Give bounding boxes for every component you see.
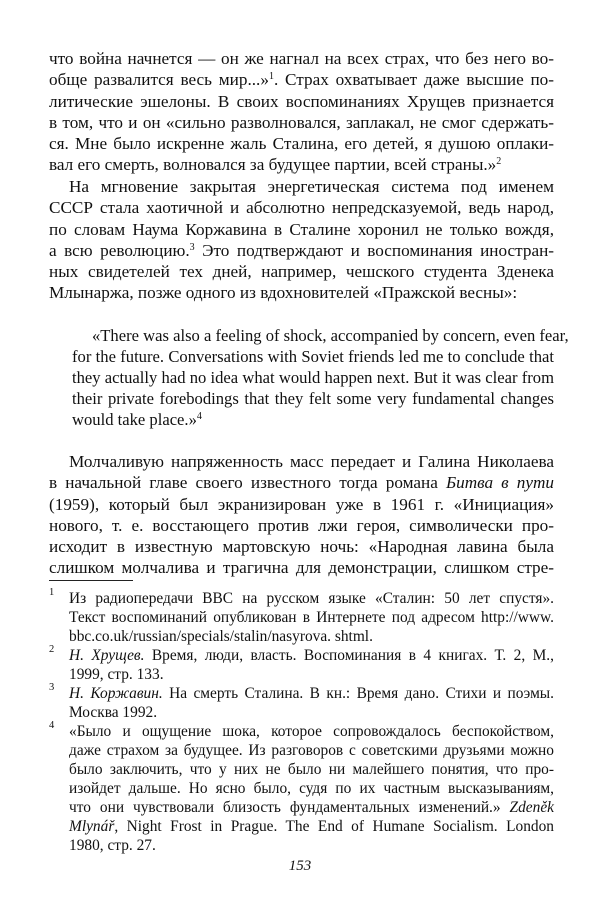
text-run: слишком молчалива и трагична для демонстрации, слишком стре- xyxy=(49,558,554,578)
text-line xyxy=(49,494,554,515)
text-run: Mlynář xyxy=(69,818,115,835)
text-line xyxy=(69,627,554,646)
text-line xyxy=(49,557,554,578)
footnote-3 xyxy=(49,684,554,722)
text-run: литические эшелоны. В своих воспоминаниях Хрущев признается xyxy=(49,91,554,111)
text-run: нового, т. е. восстающего против лжи героя, символически про- xyxy=(49,515,554,535)
text-run: На смерть Сталина. В кн.: Время дано. Стихи и поэмы. xyxy=(162,685,554,702)
text-line xyxy=(49,451,554,472)
text-line xyxy=(49,472,554,493)
text-run: , Night Frost in Prague. The End of Humane Socialism. London xyxy=(114,818,554,835)
text-line xyxy=(69,646,554,665)
text-run: а всю революцию. xyxy=(49,240,190,260)
text-line xyxy=(69,722,554,741)
text-run: they actually had no idea what would happen next. But it was clear from xyxy=(72,368,554,388)
text-run: Битва в пути xyxy=(445,473,554,493)
text-run: Молчаливую напряженность масс передает и Галина Николаева xyxy=(69,452,554,471)
text-line xyxy=(49,261,554,282)
footnote-ref: 2 xyxy=(496,156,502,168)
text-run: 1980, стр. 27. xyxy=(69,837,156,854)
footnote-2 xyxy=(49,646,554,684)
text-line xyxy=(69,779,554,798)
text-line xyxy=(69,836,554,855)
text-run: Время, люди, власть. Воспоминания в 4 книгах. Т. 2, М., xyxy=(144,647,554,664)
text-run: изойдет дальше. Но ясно было, судя по их частным высказываниям, xyxy=(69,780,554,797)
text-run: . Страх охватывает даже высшие по- xyxy=(273,70,554,90)
text-line xyxy=(69,608,554,627)
footnote-ref: 1 xyxy=(268,71,274,83)
text-run: по словам Наума Коржавина в Сталине хоронил не только вождя, xyxy=(49,219,554,239)
text-run: Н. Хрущев. xyxy=(69,647,145,664)
page-number: 153 xyxy=(288,858,312,874)
text-run: «There was also a feeling of shock, accompanied by concern, even fear, xyxy=(92,326,569,345)
text-line xyxy=(49,91,554,112)
text-line xyxy=(72,367,554,388)
text-line xyxy=(69,760,554,779)
text-line xyxy=(72,346,554,367)
text-run: Н. Коржавин. xyxy=(69,685,163,702)
text-line xyxy=(49,154,554,175)
text-run: исходит в известную мартовскую ночь: «Народная лавина была xyxy=(49,537,554,557)
text-run: ся. Мне было искренне жаль Сталина, его детей, я душою оплаки- xyxy=(49,134,554,154)
text-run: their private forebodings that they felt some very fundamental changes xyxy=(72,389,554,409)
text-run: Текст воспоминаний опубликован в Интернете под адресом http://www. xyxy=(69,609,554,626)
text-run: было заключить, что у них не было ни малейшего понятия, что про- xyxy=(69,761,554,778)
text-run: (1959), который был экранизирован уже в 1961 г. «Инициация» xyxy=(49,494,554,514)
paragraph-3 xyxy=(49,451,554,579)
text-run: в том, что и он «сильно разволновался, заплакал, не смог сдержать- xyxy=(49,112,554,132)
text-run: Москва 1992. xyxy=(69,704,158,721)
text-run: Из радиопередачи BBC на русском языке «Сталин: 50 лет спустя». xyxy=(69,590,554,607)
text-run: «Было и ощущение шока, которое сопровождалось беспокойством, xyxy=(69,723,554,740)
text-run: что они чувствовали близость фундаментальных изменений.» xyxy=(69,799,510,816)
text-line xyxy=(69,741,554,760)
text-line xyxy=(69,798,554,817)
footnote-1 xyxy=(49,589,554,646)
text-line xyxy=(49,69,554,90)
text-line xyxy=(69,817,554,836)
text-line xyxy=(72,409,554,430)
text-run: Zdeněk xyxy=(509,799,554,816)
text-line xyxy=(49,515,554,536)
text-run: Млынаржа, позже одного из вдохновителей «Пражской весны»: xyxy=(49,283,518,303)
text-line xyxy=(72,325,569,346)
text-line xyxy=(49,197,554,218)
text-line xyxy=(69,589,554,608)
footnote-text xyxy=(69,684,554,722)
text-line xyxy=(69,703,554,722)
block-quote xyxy=(72,325,569,430)
text-line xyxy=(69,665,554,684)
footnote-number: 3 xyxy=(49,682,55,693)
text-run: for the future. Conversations with Soviet friends led me to conclude that xyxy=(72,347,554,367)
text-line xyxy=(72,388,554,409)
text-line xyxy=(49,240,554,261)
footnote-ref: 4 xyxy=(196,411,202,423)
text-run: вал его смерть, волновался за будущее партии, всей страны.» xyxy=(49,155,497,175)
text-line xyxy=(49,48,554,69)
text-line xyxy=(49,219,554,240)
text-run: 1999, стр. 133. xyxy=(69,666,164,683)
text-run: обще развалится весь мир...» xyxy=(49,70,269,90)
footnote-number: 2 xyxy=(49,644,55,655)
footnote-text xyxy=(69,722,554,855)
text-line xyxy=(49,536,554,557)
paragraph-2 xyxy=(49,176,554,304)
text-line xyxy=(69,684,554,703)
text-run: На мгновение закрытая энергетическая система под именем xyxy=(69,177,554,196)
text-run: СССР стала хаотичной и абсолютно непредсказуемой, ведь народ, xyxy=(49,198,554,218)
paragraph-1 xyxy=(49,48,554,176)
text-run: в начальной главе своего известного тогда романа xyxy=(49,473,446,493)
footnote-ref: 3 xyxy=(189,241,195,253)
text-line xyxy=(49,282,554,303)
footnote-text xyxy=(69,589,554,646)
text-line xyxy=(49,176,554,197)
footnote-separator xyxy=(49,580,133,581)
text-run: would take place.» xyxy=(72,410,197,430)
text-run: что война начнется — он же нагнал на всех страх, что без него во- xyxy=(49,49,554,68)
text-line xyxy=(49,133,554,154)
footnote-text xyxy=(69,646,554,684)
text-line xyxy=(49,112,554,133)
text-run: Это подтверждают и воспоминания иностран- xyxy=(194,240,555,260)
text-run: ных свидетелей тех дней, например, чешского студента Зденека xyxy=(49,262,554,282)
text-run: bbc.co.uk/russian/specials/stalin/nasyrova. shtml. xyxy=(69,628,373,645)
text-run: даже страхом за будущее. Из разговоров с советскими друзьями можно xyxy=(69,742,554,759)
footnote-4 xyxy=(49,722,554,855)
footnote-number: 1 xyxy=(49,587,55,598)
footnote-number: 4 xyxy=(49,720,55,731)
